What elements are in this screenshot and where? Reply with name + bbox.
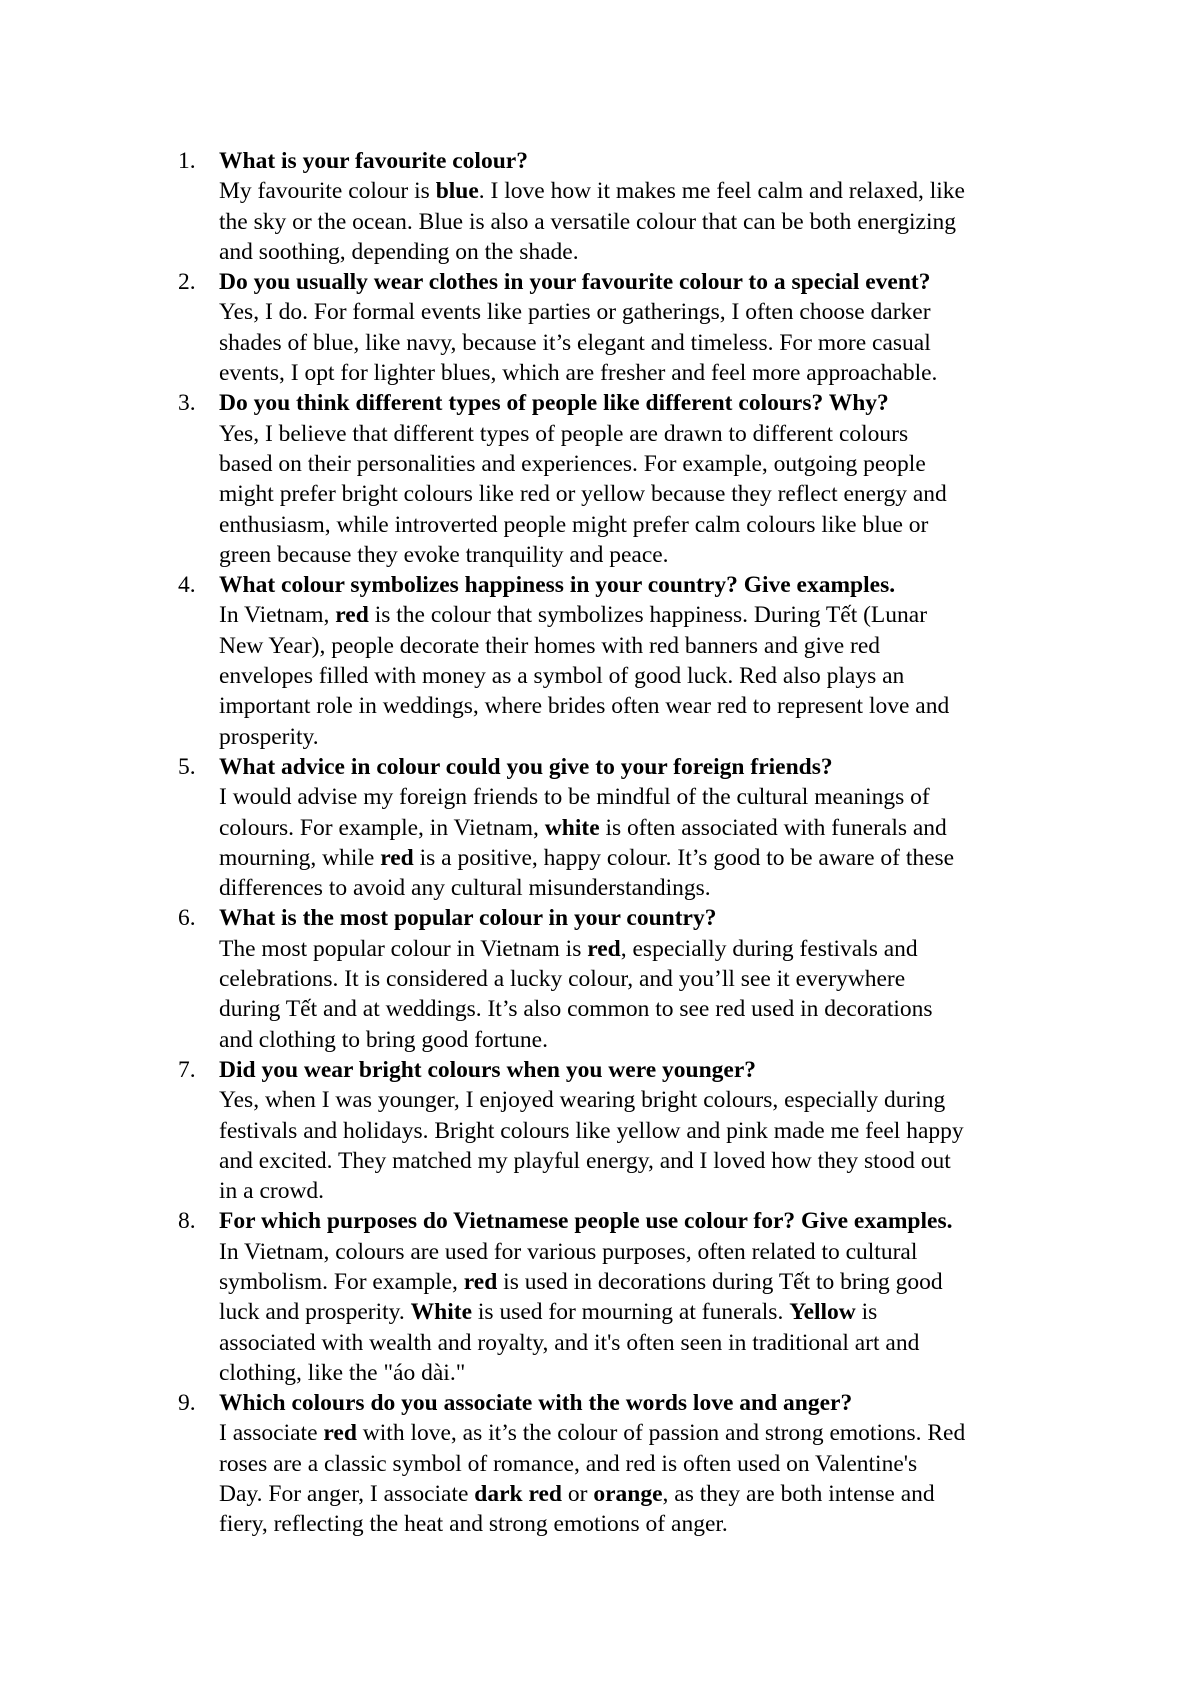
emphasis-text: blue xyxy=(435,178,479,205)
answer-segment: is used for mourning at funerals. xyxy=(472,1299,790,1326)
answer-line xyxy=(219,600,1078,630)
question-text: Do you usually wear clothes in your favourite colour to a special event? xyxy=(219,269,931,296)
emphasis-text: red xyxy=(323,1420,357,1447)
answer-segment: In Vietnam, xyxy=(219,602,336,629)
answer-segment: shades of blue, like navy, because it’s elegant and timeless. For more casual xyxy=(219,329,931,356)
answer-line xyxy=(219,661,1078,691)
question-text: For which purposes do Vietnamese people use colour for? Give examples. xyxy=(219,1208,953,1235)
item-number: 2. xyxy=(178,269,196,296)
answer-segment: The most popular colour in Vietnam is xyxy=(219,935,588,962)
answer-segment: Yes, when I was younger, I enjoyed wearing bright colours, especially during xyxy=(219,1087,946,1114)
answer-segment: envelopes filled with money as a symbol of good luck. Red also plays an xyxy=(219,663,905,690)
qa-list xyxy=(178,146,1078,1540)
answer-segment: is often associated with funerals and xyxy=(599,814,947,841)
answer-line xyxy=(219,1176,1078,1206)
question-text: What colour symbolizes happiness in your country? Give examples. xyxy=(219,572,896,599)
answer-segment: symbolism. For example, xyxy=(219,1268,464,1295)
question-text: What advice in colour could you give to your foreign friends? xyxy=(219,753,833,780)
item-number: 6. xyxy=(178,905,196,932)
answer-segment: is the colour that symbolizes happiness. During Tết (Lunar xyxy=(368,602,928,629)
emphasis-text: red xyxy=(587,935,621,962)
answer-line xyxy=(219,510,1078,540)
item-number: 1. xyxy=(178,148,196,174)
question-text: What is your favourite colour? xyxy=(219,148,528,174)
answer-line xyxy=(219,1267,1078,1297)
answer-segment: during Tết and at weddings. It’s also common to see red used in decorations xyxy=(219,996,933,1023)
answer-segment: associated with wealth and royalty, and it's often seen in traditional art and xyxy=(219,1329,920,1356)
emphasis-text: orange xyxy=(593,1481,663,1508)
emphasis-text: dark red xyxy=(474,1481,562,1508)
answer-line xyxy=(219,328,1078,358)
answer-text xyxy=(219,297,1078,388)
answer-segment: roses are a classic symbol of romance, and red is often used on Valentine's xyxy=(219,1450,918,1477)
answer-line xyxy=(219,813,1078,843)
answer-segment: the sky or the ocean. Blue is also a versatile colour that can be both energizing xyxy=(219,208,956,235)
answer-line xyxy=(219,1297,1078,1327)
answer-segment: is used in decorations during Tết to bring good xyxy=(497,1268,943,1295)
answer-segment: Yes, I believe that different types of people are drawn to different colours xyxy=(219,420,909,447)
answer-text xyxy=(219,1418,1078,1539)
answer-segment: colours. For example, in Vietnam, xyxy=(219,814,545,841)
answer-line xyxy=(219,1418,1078,1448)
answer-segment: differences to avoid any cultural misunderstandings. xyxy=(219,875,711,902)
answer-line xyxy=(219,964,1078,994)
answer-segment: important role in weddings, where brides often wear red to represent love and xyxy=(219,693,950,720)
answer-line xyxy=(219,1358,1078,1388)
answer-segment: festivals and holidays. Bright colours like yellow and pink made me feel happy xyxy=(219,1117,964,1144)
answer-segment: , especially during festivals and xyxy=(620,935,918,962)
qa-item xyxy=(178,388,1078,570)
answer-text xyxy=(219,419,1078,570)
answer-line xyxy=(219,1479,1078,1509)
answer-segment: I would advise my foreign friends to be mindful of the cultural meanings of xyxy=(219,784,930,811)
answer-line xyxy=(219,419,1078,449)
item-number: 3. xyxy=(178,390,196,417)
answer-line xyxy=(219,843,1078,873)
answer-text xyxy=(219,176,1078,267)
answer-segment: in a crowd. xyxy=(219,1178,325,1205)
answer-segment: prosperity. xyxy=(219,723,319,750)
answer-segment: green because they evoke tranquility and peace. xyxy=(219,541,669,568)
answer-text xyxy=(219,1237,1078,1388)
answer-line xyxy=(219,691,1078,721)
emphasis-text: white xyxy=(544,814,600,841)
answer-line xyxy=(219,873,1078,903)
emphasis-text: Yellow xyxy=(789,1299,856,1326)
qa-item xyxy=(178,267,1078,388)
emphasis-text: red xyxy=(463,1268,498,1295)
answer-line xyxy=(219,207,1078,237)
qa-item xyxy=(178,903,1078,1054)
answer-segment: mourning, while xyxy=(219,844,381,871)
qa-item xyxy=(178,1388,1078,1539)
answer-segment: and excited. They matched my playful energy, and I loved how they stood out xyxy=(219,1147,951,1174)
answer-segment: is a positive, happy colour. It’s good to be aware of these xyxy=(413,844,955,871)
answer-line xyxy=(219,722,1078,752)
answer-segment: Yes, I do. For formal events like parties or gatherings, I often choose darker xyxy=(219,299,931,326)
answer-line xyxy=(219,994,1078,1024)
qa-item xyxy=(178,752,1078,903)
emphasis-text: White xyxy=(410,1299,473,1326)
answer-line xyxy=(219,1509,1078,1539)
answer-line xyxy=(219,358,1078,388)
answer-segment: . I love how it makes me feel calm and relaxed, like xyxy=(478,178,965,205)
answer-segment: with love, as it’s the colour of passion and strong emotions. Red xyxy=(356,1420,966,1447)
answer-segment: New Year), people decorate their homes with red banners and give red xyxy=(219,632,881,659)
answer-segment: celebrations. It is considered a lucky colour, and you’ll see it everywhere xyxy=(219,966,906,993)
answer-line xyxy=(219,1025,1078,1055)
answer-line xyxy=(219,449,1078,479)
answer-segment: is xyxy=(855,1299,878,1326)
item-number: 5. xyxy=(178,753,196,780)
answer-segment: In Vietnam, colours are used for various purposes, often related to cultural xyxy=(219,1238,918,1265)
answer-segment: or xyxy=(562,1481,594,1508)
answer-line xyxy=(219,934,1078,964)
answer-line xyxy=(219,479,1078,509)
answer-line xyxy=(219,176,1078,206)
answer-line xyxy=(219,1449,1078,1479)
question-text: Did you wear bright colours when you were younger? xyxy=(219,1056,757,1083)
item-number: 9. xyxy=(178,1390,196,1417)
item-number: 7. xyxy=(178,1056,196,1083)
answer-segment: My favourite colour is xyxy=(219,178,436,205)
answer-segment: might prefer bright colours like red or yellow because they reflect energy and xyxy=(219,481,947,508)
answer-line xyxy=(219,1146,1078,1176)
answer-line xyxy=(219,1085,1078,1115)
qa-item xyxy=(178,1206,1078,1388)
qa-item xyxy=(178,1055,1078,1206)
answer-segment: and clothing to bring good fortune. xyxy=(219,1026,548,1053)
answer-segment: , as they are both intense and xyxy=(662,1481,935,1508)
answer-segment: fiery, reflecting the heat and strong emotions of anger. xyxy=(219,1511,728,1538)
emphasis-text: red xyxy=(380,844,414,871)
answer-line xyxy=(219,237,1078,267)
answer-segment: luck and prosperity. xyxy=(219,1299,411,1326)
answer-segment: Day. For anger, I associate xyxy=(219,1481,475,1508)
emphasis-text: red xyxy=(335,602,369,629)
question-text: What is the most popular colour in your country? xyxy=(219,905,717,932)
answer-text xyxy=(219,600,1078,751)
answer-segment: events, I opt for lighter blues, which are fresher and feel more approachable. xyxy=(219,360,938,387)
answer-line xyxy=(219,297,1078,327)
answer-line xyxy=(219,782,1078,812)
qa-item xyxy=(178,146,1078,267)
answer-text xyxy=(219,934,1078,1055)
answer-segment: enthusiasm, while introverted people might prefer calm colours like blue or xyxy=(219,511,929,538)
item-number: 4. xyxy=(178,572,196,599)
answer-line xyxy=(219,631,1078,661)
question-text: Which colours do you associate with the words love and anger? xyxy=(219,1390,853,1417)
answer-line xyxy=(219,1237,1078,1267)
answer-line xyxy=(219,1116,1078,1146)
question-text: Do you think different types of people like different colours? Why? xyxy=(219,390,889,417)
answer-text xyxy=(219,782,1078,903)
answer-segment: I associate xyxy=(219,1420,324,1447)
answer-line xyxy=(219,540,1078,570)
answer-segment: and soothing, depending on the shade. xyxy=(219,238,579,265)
qa-item xyxy=(178,570,1078,752)
answer-line xyxy=(219,1328,1078,1358)
answer-text xyxy=(219,1085,1078,1206)
answer-segment: clothing, like the "áo dài." xyxy=(219,1359,466,1386)
answer-segment: based on their personalities and experiences. For example, outgoing people xyxy=(219,450,926,477)
item-number: 8. xyxy=(178,1208,196,1235)
